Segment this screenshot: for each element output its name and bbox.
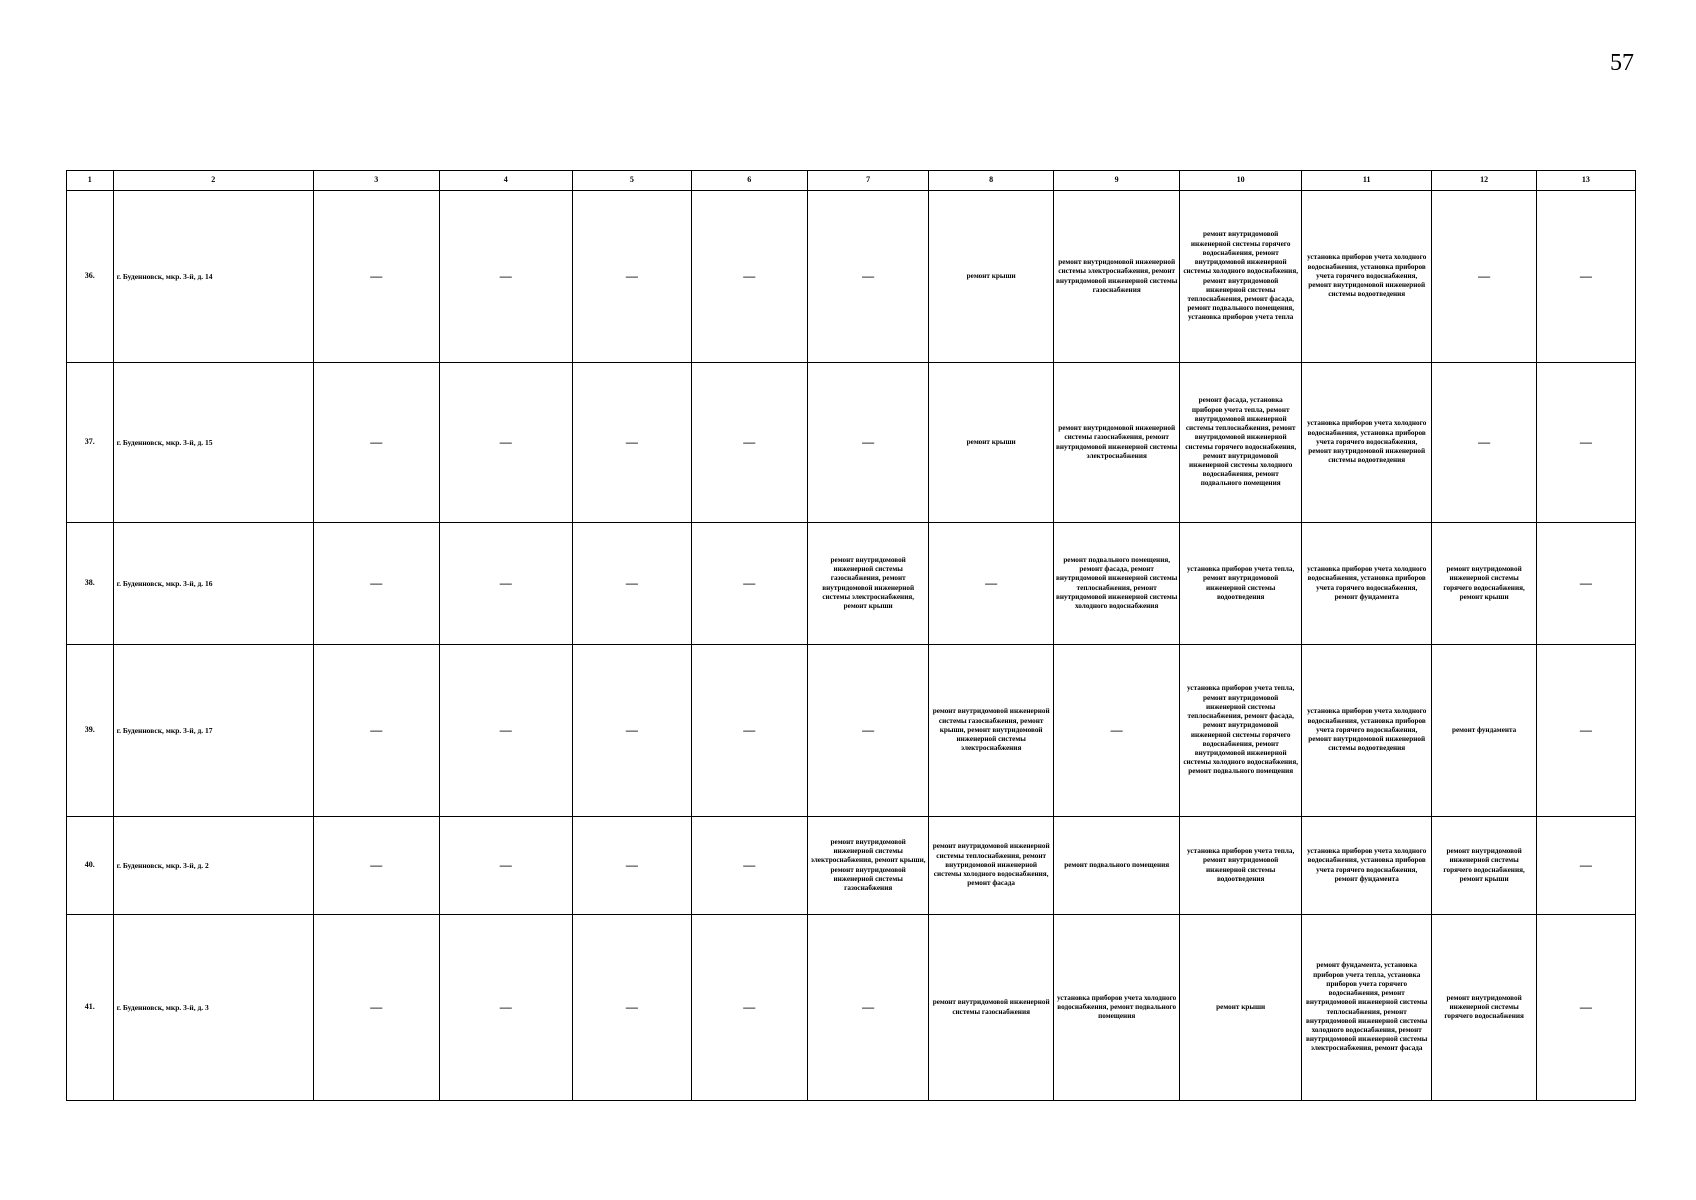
table-cell: ремонт крыши [1180, 915, 1301, 1101]
address-cell: г. Буденновск, мкр. 3-й, д. 16 [113, 523, 313, 645]
row-number: 39. [67, 645, 114, 817]
table-cell: — [1536, 523, 1635, 645]
row-number: 38. [67, 523, 114, 645]
table-cell: ремонт внутридомовой инженерной системы электроснабжения, ремонт крыши, ремонт внутридомовой инженерной системы газоснабжения [807, 817, 928, 915]
column-number: 11 [1301, 171, 1432, 191]
column-number: 4 [439, 171, 573, 191]
table-cell: ремонт фасада, установка приборов учета тепла, ремонт внутридомовой инженерной системы теплоснабжения, ремонт внутридомовой инженерной системы горячего водоснабжения, ремонт внутридомовой инженерной системы холодного водоснабжения, ремонт подвального помещения [1180, 363, 1301, 523]
table-cell: — [691, 817, 807, 915]
address-cell: г. Буденновск, мкр. 3-й, д. 14 [113, 191, 313, 363]
table-cell: ремонт фундамента [1432, 645, 1536, 817]
table-row [67, 817, 1636, 915]
table-cell: ремонт внутридомовой инженерной системы горячего водоснабжения, ремонт крыши [1432, 817, 1536, 915]
table-cell: — [439, 817, 573, 915]
table-cell: — [1536, 817, 1635, 915]
column-number-row [67, 171, 1636, 191]
table-cell: установка приборов учета холодного водоснабжения, ремонт подвального помещения [1053, 915, 1180, 1101]
table-cell: — [691, 645, 807, 817]
table-cell: ремонт крыши [929, 191, 1054, 363]
table-row [67, 523, 1636, 645]
table-cell: ремонт внутридомовой инженерной системы электроснабжения, ремонт внутридомовой инженерной системы газоснабжения [1053, 191, 1180, 363]
table-cell: — [313, 915, 439, 1101]
column-number: 12 [1432, 171, 1536, 191]
table-cell: ремонт внутридомовой инженерной системы газоснабжения, ремонт крыши, ремонт внутридомовой инженерной системы электроснабжения [929, 645, 1054, 817]
table-cell: — [573, 523, 691, 645]
table-cell: — [313, 645, 439, 817]
table-cell: ремонт внутридомовой инженерной системы горячего водоснабжения, ремонт крыши [1432, 523, 1536, 645]
table-cell: установка приборов учета холодного водоснабжения, установка приборов учета горячего водоснабжения, ремонт внутридомовой инженерной системы водоотведения [1301, 645, 1432, 817]
column-number: 3 [313, 171, 439, 191]
table-cell: — [1536, 915, 1635, 1101]
table-cell: — [573, 363, 691, 523]
table-cell: — [691, 523, 807, 645]
address-cell: г. Буденновск, мкр. 3-й, д. 2 [113, 817, 313, 915]
table-row [67, 645, 1636, 817]
table-cell: — [313, 523, 439, 645]
table-cell: — [691, 915, 807, 1101]
table-cell: — [573, 817, 691, 915]
column-number: 6 [691, 171, 807, 191]
column-number: 10 [1180, 171, 1301, 191]
table-row [67, 363, 1636, 523]
table-cell: ремонт внутридомовой инженерной системы горячего водоснабжения, ремонт внутридомовой инженерной системы холодного водоснабжения, ремонт внутридомовой инженерной системы теплоснабжения, ремонт фасада, ремонт подвального помещения, установка приборов учета тепла [1180, 191, 1301, 363]
table-cell: — [1432, 363, 1536, 523]
table-row [67, 191, 1636, 363]
table-cell: — [573, 915, 691, 1101]
column-number: 13 [1536, 171, 1635, 191]
row-number: 36. [67, 191, 114, 363]
table-cell: — [1536, 645, 1635, 817]
table-cell: установка приборов учета холодного водоснабжения, установка приборов учета горячего водоснабжения, ремонт фундамента [1301, 523, 1432, 645]
table-cell: ремонт подвального помещения [1053, 817, 1180, 915]
table-cell: ремонт внутридомовой инженерной системы теплоснабжения, ремонт внутридомовой инженерной системы холодного водоснабжения, ремонт фасада [929, 817, 1054, 915]
table-cell: установка приборов учета холодного водоснабжения, установка приборов учета горячего водоснабжения, ремонт фундамента [1301, 817, 1432, 915]
table-cell: установка приборов учета тепла, ремонт внутридомовой инженерной системы теплоснабжения, ремонт фасада, ремонт внутридомовой инженерной системы горячего водоснабжения, ремонт внутридомовой инженерной системы холодного водоснабжения, ремонт подвального помещения [1180, 645, 1301, 817]
table-cell: — [691, 363, 807, 523]
table-cell: ремонт внутридомовой инженерной системы газоснабжения, ремонт внутридомовой инженерной системы электроснабжения [1053, 363, 1180, 523]
table-cell: — [1053, 645, 1180, 817]
page-number: 57 [1610, 50, 1634, 76]
table-cell: — [313, 363, 439, 523]
row-number: 41. [67, 915, 114, 1101]
row-number: 40. [67, 817, 114, 915]
table-cell: — [573, 191, 691, 363]
table-cell: установка приборов учета тепла, ремонт внутридомовой инженерной системы водоотведения [1180, 817, 1301, 915]
table-cell: — [439, 191, 573, 363]
repair-plan-table [66, 170, 1636, 1101]
address-cell: г. Буденновск, мкр. 3-й, д. 15 [113, 363, 313, 523]
column-number: 2 [113, 171, 313, 191]
table-cell: — [439, 523, 573, 645]
table-cell: — [1432, 191, 1536, 363]
table-cell: установка приборов учета холодного водоснабжения, установка приборов учета горячего водоснабжения, ремонт внутридомовой инженерной системы водоотведения [1301, 191, 1432, 363]
row-number: 37. [67, 363, 114, 523]
address-cell: г. Буденновск, мкр. 3-й, д. 17 [113, 645, 313, 817]
table-cell: — [691, 191, 807, 363]
column-number: 9 [1053, 171, 1180, 191]
table-cell: — [439, 645, 573, 817]
table-cell: ремонт крыши [929, 363, 1054, 523]
column-number: 1 [67, 171, 114, 191]
table-cell: — [807, 363, 928, 523]
table-cell: — [807, 191, 928, 363]
table-cell: — [807, 645, 928, 817]
column-number: 5 [573, 171, 691, 191]
table-cell: — [313, 191, 439, 363]
table-cell: — [439, 915, 573, 1101]
table-cell: — [313, 817, 439, 915]
table-cell: — [807, 915, 928, 1101]
table-cell: — [439, 363, 573, 523]
table-cell: установка приборов учета холодного водоснабжения, установка приборов учета горячего водоснабжения, ремонт внутридомовой инженерной системы водоотведения [1301, 363, 1432, 523]
table-cell: установка приборов учета тепла, ремонт внутридомовой инженерной системы водоотведения [1180, 523, 1301, 645]
table-cell: ремонт внутридомовой инженерной системы горячего водоснабжения [1432, 915, 1536, 1101]
table-cell: — [1536, 363, 1635, 523]
table-cell: — [573, 645, 691, 817]
table-cell: ремонт фундамента, установка приборов учета тепла, установка приборов учета горячего водоснабжения, ремонт внутридомовой инженерной системы теплоснабжения, ремонт внутридомовой инженерной системы холодного водоснабжения, ремонт внутридомовой инженерной системы электроснабжения, ремонт фасада [1301, 915, 1432, 1101]
table-cell: — [929, 523, 1054, 645]
address-cell: г. Буденновск, мкр. 3-й, д. 3 [113, 915, 313, 1101]
table-cell: — [1536, 191, 1635, 363]
table-cell: ремонт внутридомовой инженерной системы газоснабжения [929, 915, 1054, 1101]
column-number: 8 [929, 171, 1054, 191]
table-cell: ремонт внутридомовой инженерной системы газоснабжения, ремонт внутридомовой инженерной системы электроснабжения, ремонт крыши [807, 523, 928, 645]
column-number: 7 [807, 171, 928, 191]
table-cell: ремонт подвального помещения, ремонт фасада, ремонт внутридомовой инженерной системы теплоснабжения, ремонт внутридомовой инженерной системы холодного водоснабжения [1053, 523, 1180, 645]
table-row [67, 915, 1636, 1101]
